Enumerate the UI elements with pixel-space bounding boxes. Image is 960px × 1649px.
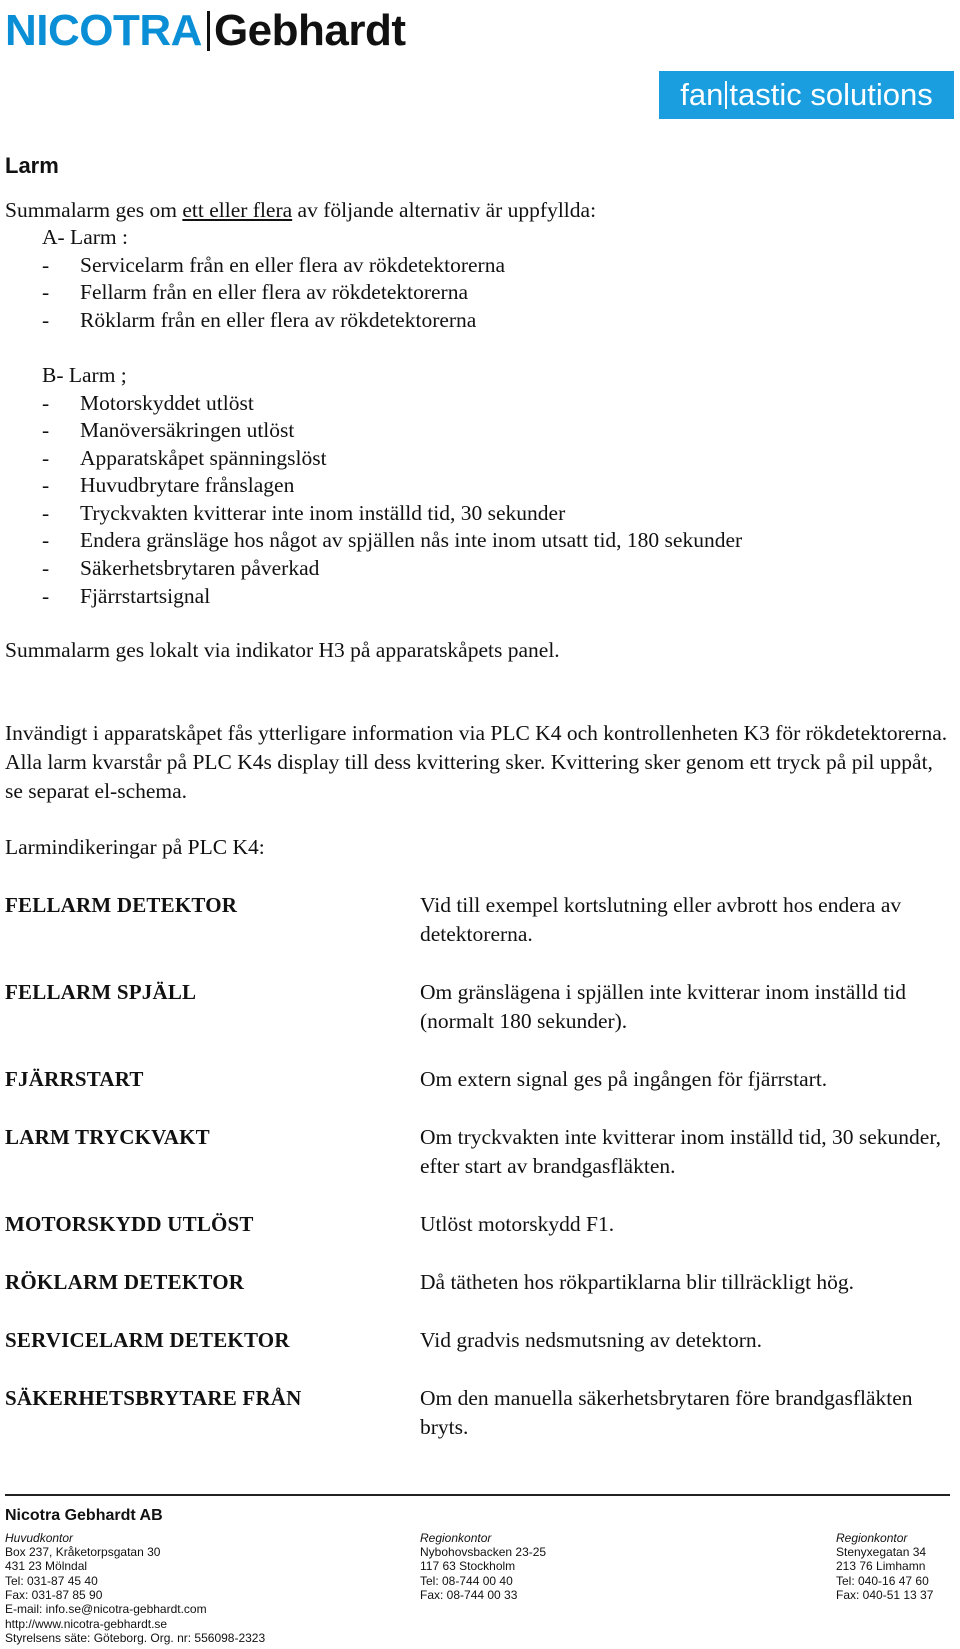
list-dash: - <box>42 391 50 415</box>
list-item-text: Servicelarm från en eller flera av rökdetektorerna <box>80 253 505 277</box>
footer-col3-line: Fax: 040-51 13 37 <box>836 1588 934 1602</box>
footer-col2-line: 117 63 Stockholm <box>420 1559 516 1573</box>
footer-col2-line: Fax: 08-744 00 33 <box>420 1588 518 1602</box>
list-item-text: Huvudbrytare frånslagen <box>80 473 295 497</box>
footer-col2-line: Nybohovsbacken 23-25 <box>420 1545 547 1559</box>
list-dash: - <box>42 528 50 552</box>
group-b-label: B- Larm ; <box>42 363 127 387</box>
list-dash: - <box>42 584 50 608</box>
list-item-text: Motorskyddet utlöst <box>80 391 254 415</box>
footer-col3-line: 213 76 Limhamn <box>836 1559 926 1573</box>
list-dash: - <box>42 280 50 304</box>
indications-title: Larmindikeringar på PLC K4: <box>5 835 265 859</box>
slogan-badge <box>659 71 954 119</box>
indication-code: FELLARM DETEKTOR <box>5 893 238 917</box>
list-dash: - <box>42 253 50 277</box>
footer-col1-title: Huvudkontor <box>5 1531 74 1545</box>
nicotra-gebhardt-logo <box>5 8 406 54</box>
footer-divider <box>5 1494 950 1496</box>
list-item-text: Endera gränsläge hos något av spjällen nås inte inom utsatt tid, 180 sekunder <box>80 528 743 552</box>
footer-col1-line: Styrelsens säte: Göteborg. Org. nr: 556098-2323 <box>5 1631 266 1645</box>
indication-description: Vid gradvis nedsmutsning av detektorn. <box>420 1328 763 1352</box>
list-dash: - <box>42 556 50 580</box>
list-dash: - <box>42 473 50 497</box>
logo-divider <box>207 11 210 51</box>
footer-col2-line: Tel: 08-744 00 40 <box>420 1574 513 1588</box>
intro-underlined: ett eller flera <box>182 198 293 222</box>
footer-col1-line: Tel: 031-87 45 40 <box>5 1574 98 1588</box>
page-heading: Larm <box>5 153 59 178</box>
indication-description: Vid till exempel kortslutning eller avbrott hos endera av detektorerna. <box>420 893 902 946</box>
indication-code: MOTORSKYDD UTLÖST <box>5 1212 254 1236</box>
list-dash: - <box>42 446 50 470</box>
slogan-right: tastic solutions <box>729 77 933 112</box>
list-item-text: Fjärrstartsignal <box>80 584 211 608</box>
list-item-text: Säkerhetsbrytaren påverkad <box>80 556 320 580</box>
list-dash: - <box>42 308 50 332</box>
list-dash: - <box>42 501 50 525</box>
footer-website-link[interactable]: http://www.nicotra-gebhardt.se <box>5 1617 168 1631</box>
list-dash: - <box>42 418 50 442</box>
list-item-text: Fellarm från en eller flera av rökdetektorerna <box>80 280 468 304</box>
paragraph-local-alarm: Summalarm ges lokalt via indikator H3 på apparatskåpets panel. <box>5 638 560 662</box>
list-item-text: Röklarm från en eller flera av rökdetektorerna <box>80 308 477 332</box>
logo-gebhardt-text: Gebhardt <box>213 6 406 55</box>
intro-before: Summalarm ges om <box>5 198 183 222</box>
footer-company-name: Nicotra Gebhardt AB <box>5 1507 163 1524</box>
footer-col3-line: Tel: 040-16 47 60 <box>836 1574 929 1588</box>
indication-code: FJÄRRSTART <box>5 1067 144 1091</box>
footer-col1-line: Fax: 031-87 85 90 <box>5 1588 103 1602</box>
group-a-label: A- Larm : <box>42 225 128 249</box>
footer-col2-title: Regionkontor <box>420 1531 492 1545</box>
indication-code: SÄKERHETSBRYTARE FRÅN <box>5 1386 302 1410</box>
footer-col1-line: 431 23 Mölndal <box>5 1559 88 1573</box>
indication-description: Om extern signal ges på ingången för fjärrstart. <box>420 1067 828 1091</box>
indication-code: RÖKLARM DETEKTOR <box>5 1270 245 1294</box>
footer-col3-title: Regionkontor <box>836 1531 908 1545</box>
slogan-divider <box>725 81 727 109</box>
indication-description: Då tätheten hos rökpartiklarna blir tillräckligt hög. <box>420 1270 855 1294</box>
footer-email-link[interactable]: E-mail: info.se@nicotra-gebhardt.com <box>5 1602 207 1616</box>
indication-description: Om tryckvakten inte kvitterar inom inställd tid, 30 sekunder, efter start av brandgasfläkten. <box>420 1125 941 1178</box>
list-item-text: Apparatskåpet spänningslöst <box>80 446 327 470</box>
intro-after: av följande alternativ är uppfyllda: <box>292 198 597 222</box>
indication-description: Utlöst motorskydd F1. <box>420 1212 615 1236</box>
list-item-text: Manöversäkringen utlöst <box>80 418 295 442</box>
indication-description: Om gränslägena i spjällen inte kvitterar inom inställd tid (normalt 180 sekunder). <box>420 980 907 1033</box>
logo-nicotra-text: NICOTRA <box>5 6 202 55</box>
indication-description: Om den manuella säkerhetsbrytaren före brandgasfläkten bryts. <box>420 1386 913 1439</box>
footer-col1-line: Box 237, Kråketorpsgatan 30 <box>5 1545 161 1559</box>
list-item-text: Tryckvakten kvitterar inte inom inställd tid, 30 sekunder <box>80 501 566 525</box>
footer-col3-line: Stenyxegatan 34 <box>836 1545 927 1559</box>
intro-line <box>5 196 596 224</box>
paragraph-internal-info: Invändigt i apparatskåpet fås ytterligare information via PLC K4 och kontrollenheten K3 för rökdetektorerna. Alla larm kvarstår på PLC K4s display till dess kvittering sker. Kvittering sker genom ett tryck på pil uppåt, se separat el-schema. <box>5 721 948 803</box>
indication-code: FELLARM SPJÄLL <box>5 980 197 1004</box>
indication-code: LARM TRYCKVAKT <box>5 1125 210 1149</box>
indication-code: SERVICELARM DETEKTOR <box>5 1328 290 1352</box>
slogan-left: fan <box>680 77 724 112</box>
